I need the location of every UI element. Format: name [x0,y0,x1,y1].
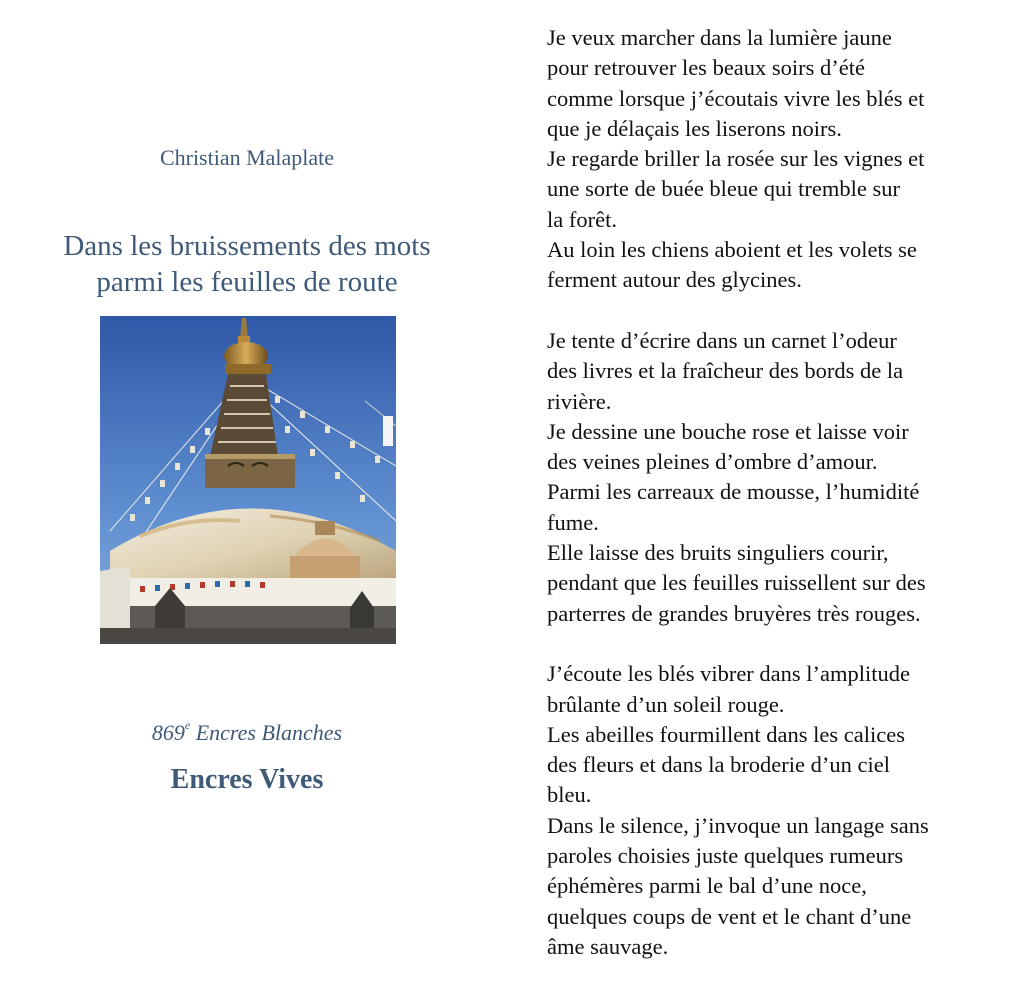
poem-line: Les abeilles fourmillent dans les calices [547,721,906,747]
book-title-line-2: parmi les feuilles de route [96,266,398,298]
poem-line: brûlante d’un soleil rouge. [547,691,785,717]
poem-line: âme sauvage. [547,933,669,959]
poem-text [547,23,1017,962]
series-name: Encres Blanches [195,720,343,745]
poem-line: quelques coups de vent et le chant d’une [547,903,912,929]
poem-line: paroles choisies juste quelques rumeurs [547,843,904,869]
author-name: Christian Malaplate [159,145,335,170]
poem-line: que je délaçais les liserons noirs. [547,115,842,141]
poem-line: Elle laisse des bruits singuliers courir, [547,540,889,566]
poem-line: ferment autour des glycines. [547,267,802,293]
poem-line: des veines pleines d’ombre d’amour. [547,449,878,475]
poem-line: pendant que les feuilles ruissellent sur des [547,570,926,596]
poem-line: J’écoute les blés vibrer dans l’amplitude [547,661,911,687]
book-title-line-1: Dans les bruissements des mots [63,230,431,262]
book-title [0,228,494,300]
series-ordinal: e [184,718,191,732]
stanza-break [547,296,1017,326]
poem-line: la forêt. [547,206,617,232]
poem-line: comme lorsque j’écoutais vivre les blés et [547,85,925,111]
poem-line: rivière. [547,388,612,414]
poem-line: parterres de grandes bruyères très rouges. [547,600,921,626]
poem-line: pour retrouver les beaux soirs d’été [547,55,866,81]
poem-line: Dans le silence, j’invoque un langage sans [547,812,929,838]
poem-line: Au loin les chiens aboient et les volets se [547,237,917,263]
poem-line: des livres et la fraîcheur des bords de la [547,358,904,384]
stupa-illustration [100,316,396,644]
poem-line: Je tente d’écrire dans un carnet l’odeur [547,327,897,353]
poem-line: éphémères parmi le bal d’une noce, [547,873,867,899]
poem-line: une sorte de buée bleue qui tremble sur [547,176,901,202]
poem-line: Je dessine une bouche rose et laisse voir [547,418,909,444]
cover-panel [0,0,500,993]
publisher-name: Encres Vives [170,764,324,795]
stanza-break [547,629,1017,659]
series-number: 869 [151,720,185,745]
poem-line: Parmi les carreaux de mousse, l’humidité [547,479,920,505]
series-label [0,720,494,746]
stupa-photo [100,316,396,644]
poem-line: fume. [547,509,599,535]
poem-line: des fleurs et dans la broderie d’un ciel [547,752,890,778]
poem-line: bleu. [547,782,592,808]
poem-line: Je veux marcher dans la lumière jaune [547,25,892,50]
poem-line: Je regarde briller la rosée sur les vignes et [547,146,925,172]
